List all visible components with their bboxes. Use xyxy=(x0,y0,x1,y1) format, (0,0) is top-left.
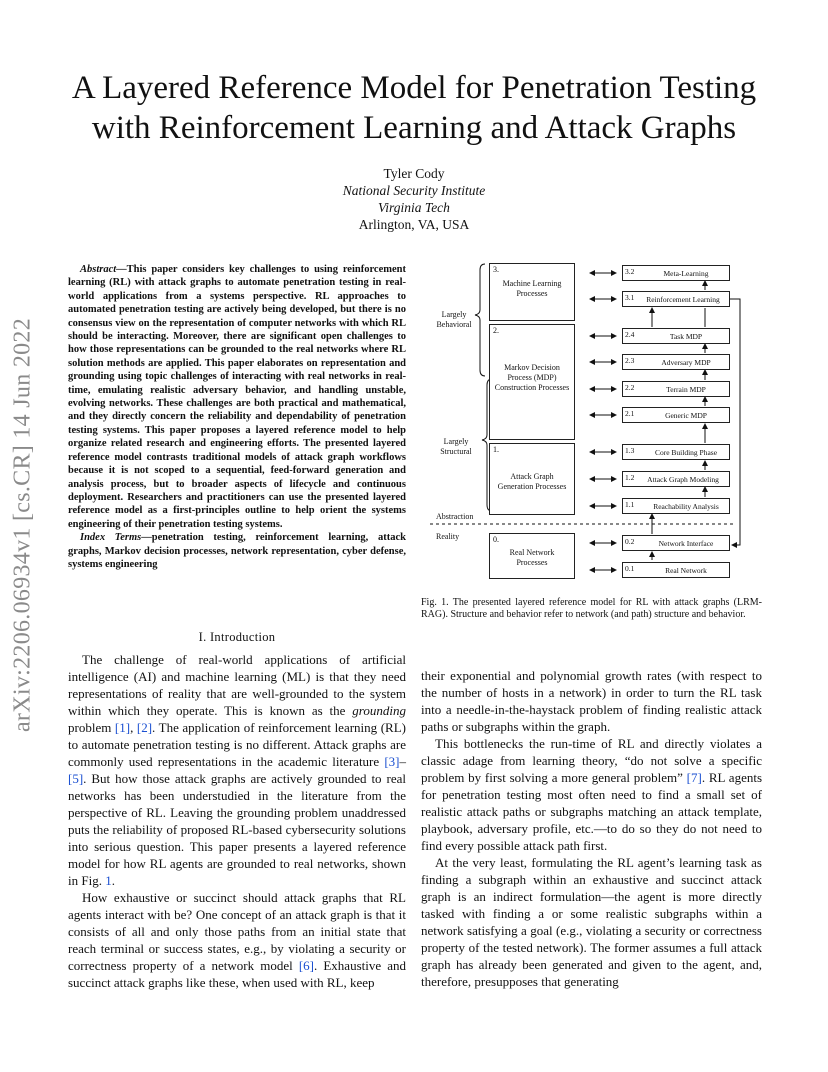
index-terms-label: Index Terms xyxy=(80,532,142,544)
double-arrows xyxy=(590,273,616,570)
index-terms-text: —penetration testing, reinforcement learning, attack graphs, Markov decision processes, network representation, cyber defense, systems engineering xyxy=(68,532,406,570)
layer-0-2-network-interface: 0.2 Network Interface xyxy=(622,535,730,551)
paragraph: At the very least, formulating the RL agent’s learning task as finding a subgraph within an exhaustive and succinct attack graph is an indirect formulation—the agent is more directly tasked with finding a or some realistic subgraphs within a network satisfying a goal (e.g., violating a security or correctness property of the tested network). The former assumes a full attack graph has already been generated and given to the agent, and, therefore, presupposes that generating xyxy=(421,855,762,989)
layer-3-2-meta-learning: 3.2 Meta-Learning xyxy=(622,265,730,281)
label-abstraction: Abstraction xyxy=(436,512,474,521)
citation-link[interactable]: [6] xyxy=(298,958,314,973)
label-largely-behavioral: Largely Behavioral xyxy=(436,310,472,329)
figure-caption: Fig. 1. The presented layered reference model for RL with attack graphs (LRM-RAG). Structure and behavior refer to network (and path) structure and behavior. xyxy=(421,597,762,620)
label-largely-structural: Largely Structural xyxy=(440,437,472,456)
paper-title: A Layered Reference Model for Penetration Testing with Reinforcement Learning and Attack Graphs xyxy=(71,70,757,146)
right-column-body xyxy=(421,667,762,990)
paragraph: This bottlenecks the run-time of RL and directly violates a classic adage from learning theory, “do not solve a specific problem by first solving a more general problem” [7]. RL agents for penetration testing most often need to find a small set of realistic attack paths or subgraphs matching an attack template, playbook, adversary profile, etc.—to do so they do not need to find every possible attack path first. xyxy=(421,736,763,853)
arxiv-identifier xyxy=(8,290,38,760)
layer-2-4-task-mdp: 2.4 Task MDP xyxy=(622,328,730,344)
layer-2-2-terrain-mdp: 2.2 Terrain MDP xyxy=(622,381,730,397)
author-location: Arlington, VA, USA xyxy=(358,217,470,232)
abstract xyxy=(68,263,406,571)
layer-3-1-reinforcement-learning: 3.1 Reinforcement Learning xyxy=(622,291,730,307)
layer-1-3-core-building-phase: 1.3 Core Building Phase xyxy=(622,444,730,460)
citation-link[interactable]: [2] xyxy=(136,720,153,735)
layer-2-1-generic-mdp: 2.1 Generic MDP xyxy=(622,407,730,423)
layer-1-box: 1. Attack Graph Generation Processes xyxy=(489,443,575,515)
abstract-label: Abstract xyxy=(80,264,117,275)
layer-1-2-attack-graph-modeling: 1.2 Attack Graph Modeling xyxy=(622,471,730,487)
citation-link[interactable]: [7] xyxy=(686,770,702,785)
layer-1-1-reachability-analysis: 1.1 Reachability Analysis xyxy=(622,498,730,514)
paragraph: How exhaustive or succinct should attack graphs that RL agents interact with be? One concept of an attack graph is that it consists of all and only those paths from an initial state that reach terminal or success states, e.g., by violating a security or correctness property of a network model [6]. Exhaustive and succinct attack graphs like these, when used with RL, keep xyxy=(68,890,406,990)
citation-link[interactable]: [1] xyxy=(114,720,131,735)
arxiv-identifier-text: arXiv:2206.06934v1 [cs.CR] 14 Jun 2022 xyxy=(9,317,36,733)
label-reality: Reality xyxy=(436,532,460,541)
author-affiliation: National Security Institute xyxy=(342,183,486,198)
layer-2-box: 2. Markov Decision Process (MDP) Construction Processes xyxy=(489,324,575,440)
abstract-text: —This paper considers key challenges to using reinforcement learning (RL) with attack graphs to automate penetration testing in real-world applications from a systems perspective. RL approaches to automated penetration testing are actively being developed, but there is no consensus view on the representation of computer networks with which RL should be interacting. Moreover, there are significant open challenges to how those representations can be grounded to the real networks where RL solution methods are applied. This paper elaborates on representation and grounding using topic challenges of interacting with real networks in real-time, emulating realistic adversary behavior, and handling unstable, evolving networks. These challenges are both practical and mathematical, and they directly concern the reliability and dependability of penetration testing systems. This paper proposes a layered reference model to help organize related research and engineering efforts. The presented layered reference model contrasts traditional models of attack graph workflows because it is not scoped to a sequential, feed-forward generation and analysis process, but to broader aspects of lifecycle and continuous deployment. Researchers and practitioners can use the presented layered reference model as a first-principles outline to help orient the systems engineering of their penetration testing systems. xyxy=(68,264,406,530)
layer-0-1-real-network: 0.1 Real Network xyxy=(622,562,730,578)
figure-link[interactable]: 1 xyxy=(105,873,112,888)
citation-link[interactable]: [3] xyxy=(384,754,400,769)
author-block xyxy=(250,165,578,233)
paragraph: The challenge of real-world applications of artificial intelligence (AI) and machine learning (ML) is that they need representations of reality that are well-grounded to the system within which they operate. This is known as the grounding problem [1], [2]. The application of reinforcement learning (RL) to automate penetration testing is no different. Attack graphs are commonly used representations in the academic literature [3]–[5]. But how those attack graphs are actively grounded to real networks has been understudied in the literature from the perspective of RL. Leaving the grounding problem unaddressed puts the reliability of proposed RL-based cybersecurity solutions into serious question. This paper presents a layered reference model for how RL agents are grounded to real networks, shown in Fig. 1. xyxy=(68,652,406,888)
author-name: Tyler Cody xyxy=(383,166,445,181)
figure-layered-reference-model xyxy=(430,262,760,592)
section-heading: I. Introduction xyxy=(198,630,276,644)
citation-link[interactable]: [5] xyxy=(68,771,84,786)
paragraph: their exponential and polynomial growth rates (with respect to the number of hosts in a network) in order to turn the RL task into a needle-in-the-haystack problem of finding realistic attack paths or subgraphs within the graph. xyxy=(421,668,762,734)
layer-2-3-adversary-mdp: 2.3 Adversary MDP xyxy=(622,354,730,370)
layer-0-box: 0. Real Network Processes xyxy=(489,533,575,579)
layer-3-box: 3. Machine Learning Processes xyxy=(489,263,575,321)
left-column-body xyxy=(68,651,406,991)
author-affiliation-2: Virginia Tech xyxy=(378,200,450,215)
